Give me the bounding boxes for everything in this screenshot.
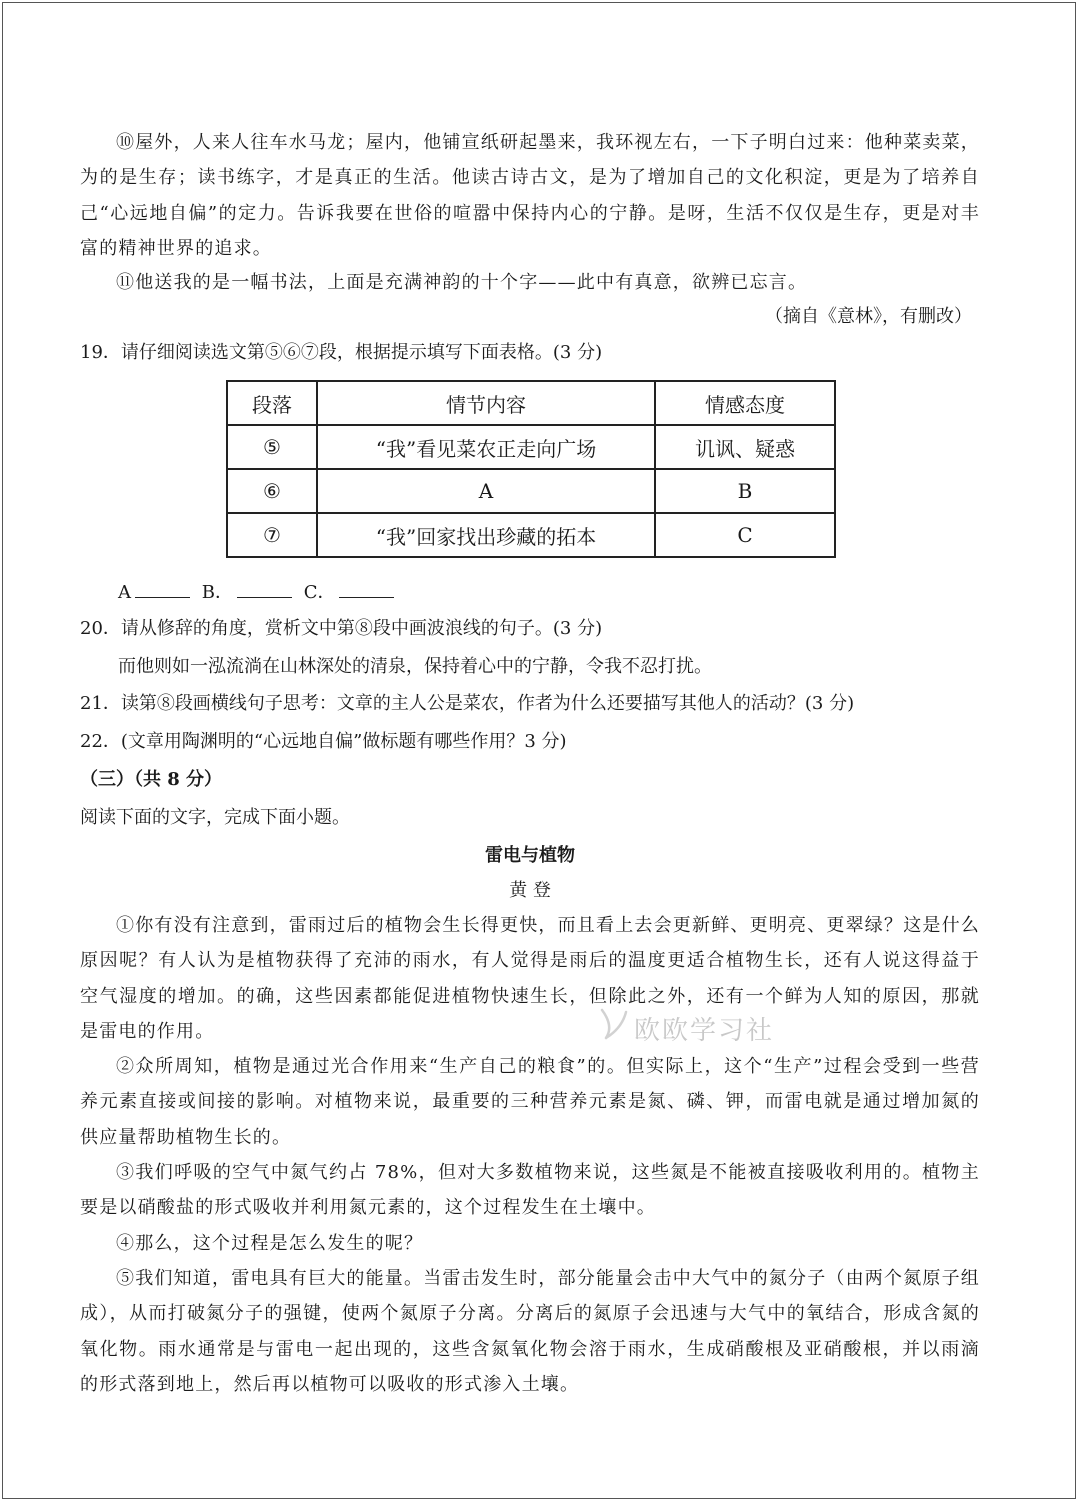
question-21: 21．读第⑧段画横线句子思考：文章的主人公是菜农，作者为什么还要描写其他人的活动？(3 分) (80, 693, 855, 714)
paragraph-10: ⑩屋外，人来人往车水马龙；屋内，他铺宣纸研起墨来，我环视左右，一下子明白过来：他种菜卖菜，为的是生存；读书练字，才是真正的生活。他读古诗古文，是为了增加自己的文化积淀，更是为了培养自己“心远地自偏”的定力。告诉我要在世俗的喧嚣中保持内心的宁静。是呀，生活不仅仅是生存，更是对丰富的精神世界的追求。 (80, 132, 980, 259)
blank-c[interactable] (339, 579, 394, 598)
article-paragraph-2: ②众所周知，植物是通过光合作用来“生产自己的粮食”的。但实际上，这个“生产”过程会受到一些营养元素直接或间接的影响。对植物来说，最重要的三种营养元素是氮、磷、钾，而雷电就是通过增加氮的供应量帮助植物生长的。 (80, 1056, 980, 1148)
article-title: 雷电与植物 (485, 845, 575, 866)
question-22: 22．(文章用陶渊明的“心远地自偏”做标题有哪些作用？3 分) (80, 731, 567, 752)
watermark-text: 欧欧学习社 (634, 1016, 775, 1046)
table-cell: 讥讽、疑惑 (655, 425, 835, 469)
blank-a-label: A (118, 582, 131, 603)
article-paragraph-3: ③我们呼吸的空气中氮气约占 78%，但对大多数植物来说，这些氮是不能被直接吸收利用的。植物主要是以硝酸盐的形式吸收并利用氮元素的，这个过程发生在土壤中。 (80, 1162, 980, 1219)
table-header-cell: 情节内容 (317, 381, 655, 425)
blank-b-label: B． (201, 582, 233, 603)
table-header-row (227, 381, 835, 425)
article-paragraph-5: ⑤我们知道，雷电具有巨大的能量。当雷击发生时，部分能量会击中大气中的氮分子（由两个氮原子组成），从而打破氮分子的强键，使两个氮原子分离。分离后的氮原子会迅速与大气中的氧结合，形成含氮的氧化物。雨水通常是与雷电一起出现的，这些含氮氧化物会溶于雨水，生成硝酸根及亚硝酸根，并以雨滴的形式落到地上，然后再以植物可以吸收的形式渗入土壤。 (80, 1268, 980, 1395)
article-paragraph-4: ④那么，这个过程是怎么发生的呢？ (116, 1233, 424, 1254)
source-citation: （摘自《意林》，有删改） (765, 306, 972, 327)
table-row (227, 469, 835, 513)
table-cell: “我”看见菜农正走向广场 (317, 425, 655, 469)
question-20: 20．请从修辞的角度，赏析文中第⑧段中画波浪线的句子。(3 分) (80, 618, 603, 639)
table-header-cell: 情感态度 (655, 381, 835, 425)
article-paragraph-1: ①你有没有注意到，雷雨过后的植物会生长得更快，而且看上去会更新鲜、更明亮、更翠绿？这是什么原因呢？有人认为是植物获得了充沛的雨水，有人觉得是雨后的温度更适合植物生长，还有人说这得益于空气湿度的增加。的确，这些因素都能促进植物快速生长，但除此之外，还有一个鲜为人知的原因，那就是雷电的作用。 (80, 915, 980, 1042)
leaf-icon (596, 1006, 632, 1042)
section-instruction: 阅读下面的文字，完成下面小题。 (80, 807, 350, 828)
paragraph-11: ⑪他送我的是一幅书法，上面是充满神韵的十个字——此中有真意，欲辨已忘言。 (116, 272, 808, 293)
table-cell: ⑤ (227, 425, 317, 469)
section-heading: （三）（共 8 分） (80, 769, 223, 790)
table-header-cell: 段落 (227, 381, 317, 425)
answer-blanks (118, 579, 400, 605)
answer-table (226, 380, 836, 558)
blank-c-label: C． (303, 582, 336, 603)
table-cell: “我”回家找出珍藏的拓本 (317, 513, 655, 557)
table-cell: C (655, 513, 835, 557)
question-19: 19．请仔细阅读选文第⑤⑥⑦段，根据提示填写下面表格。(3 分) (80, 342, 603, 363)
blank-b[interactable] (237, 579, 292, 598)
table-row (227, 425, 835, 469)
table-cell: B (655, 469, 835, 513)
table-row (227, 513, 835, 557)
table-cell: ⑦ (227, 513, 317, 557)
article-author: 黄 登 (509, 880, 551, 901)
table-cell: A (317, 469, 655, 513)
question-20-sentence: 而他则如一泓流淌在山林深处的清泉，保持着心中的宁静，令我不忍打扰。 (118, 656, 712, 677)
table-cell: ⑥ (227, 469, 317, 513)
blank-a[interactable] (135, 579, 190, 598)
